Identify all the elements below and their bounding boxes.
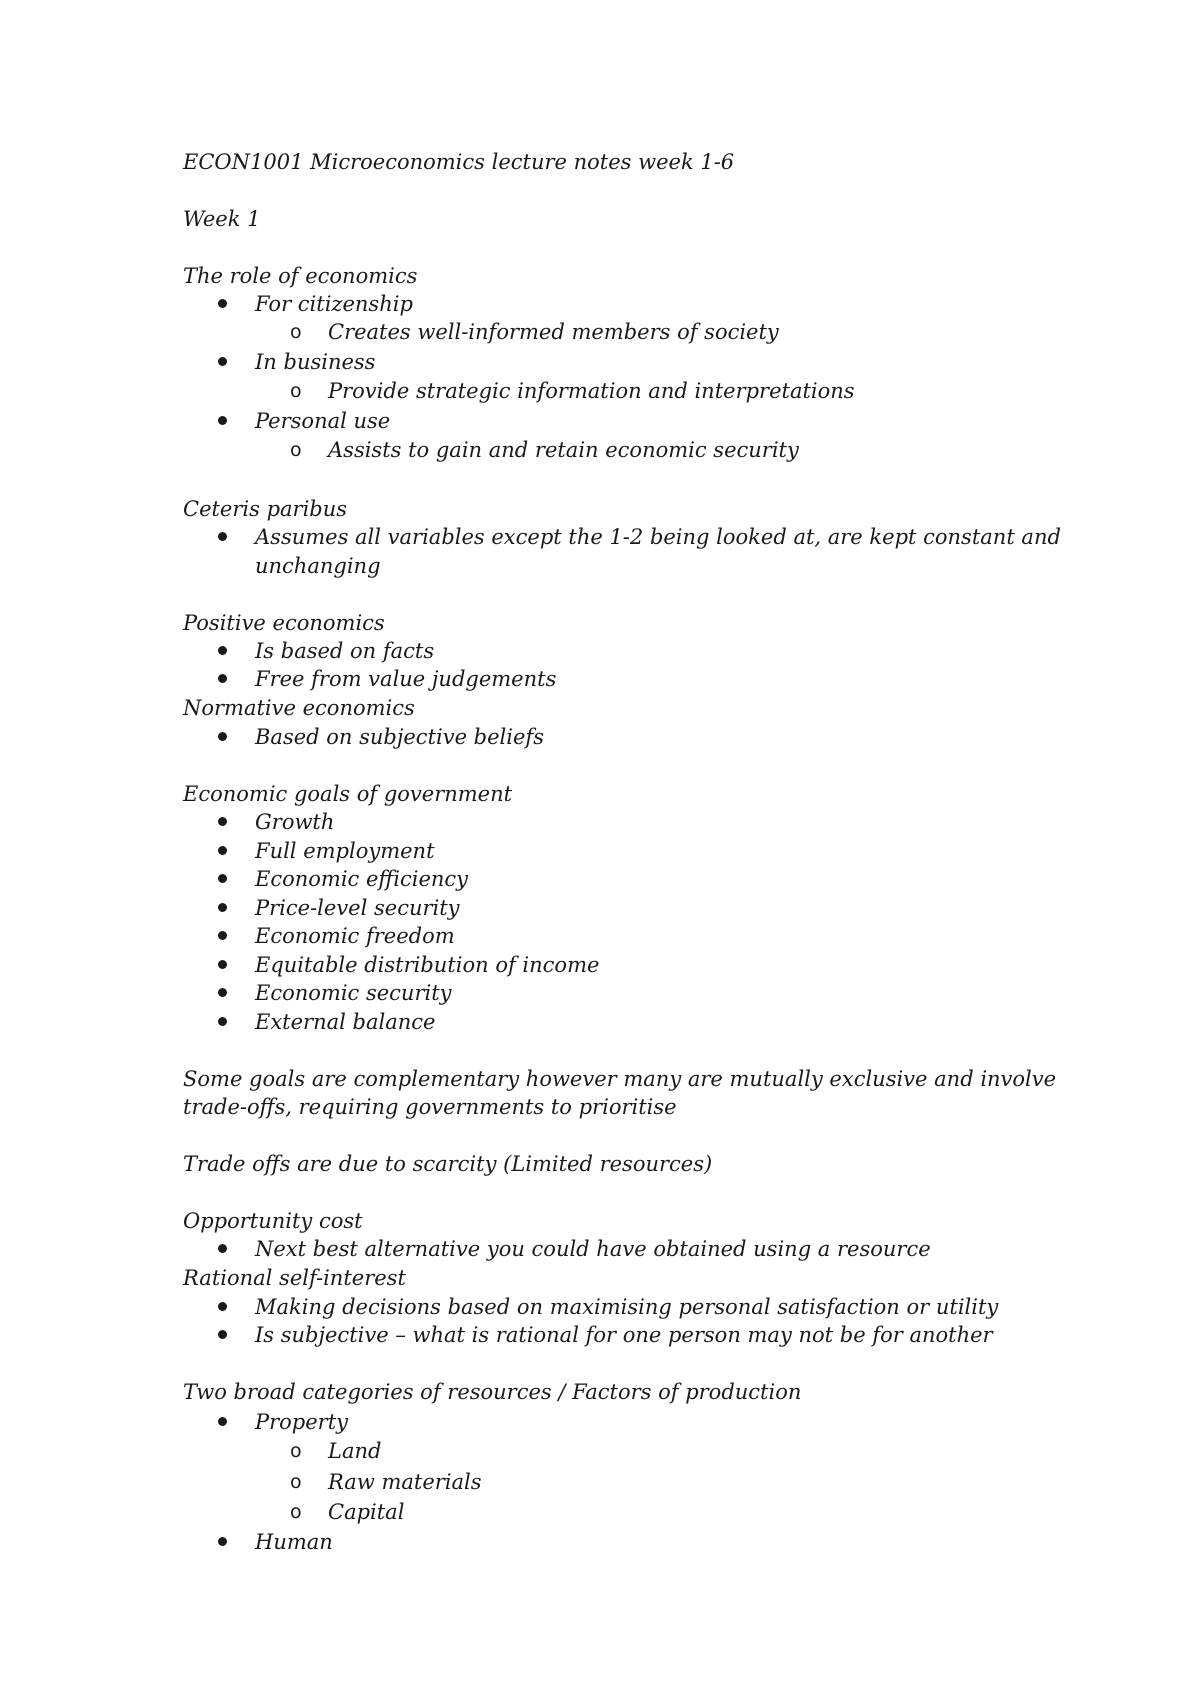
bullet-icon [218,416,227,425]
document-title: ECON1001 Microeconomics lecture notes week 1-6 [183,150,735,174]
section-heading: Normative economics [183,696,415,720]
week-heading: Week 1 [183,207,261,231]
bullet-icon [218,874,227,883]
section-heading: Rational self-interest [183,1266,406,1290]
list-item: For citizenship [255,292,413,316]
list-item: Making decisions based on maximising personal satisfaction or utility [255,1295,999,1319]
list-item: Growth [255,810,335,834]
list-item: Economic efficiency [255,867,469,891]
list-item: Based on subjective beliefs [255,725,544,749]
bullet-icon [218,931,227,940]
paragraph-line: trade-offs, requiring governments to prioritise [183,1095,677,1119]
sub-list-item: Capital [328,1500,405,1524]
bullet-icon [218,1302,227,1311]
bullet-icon [218,903,227,912]
list-item: Full employment [255,839,435,863]
list-item: Equitable distribution of income [255,953,600,977]
bullet-icon [218,357,227,366]
sub-list-item: Provide strategic information and interpretations [328,379,855,403]
section-heading: Opportunity cost [183,1209,363,1233]
section-heading: Ceteris paribus [183,497,348,521]
section-heading: Two broad categories of resources / Factors of production [183,1380,802,1404]
bullet-icon [218,1017,227,1026]
list-item: In business [255,350,376,374]
list-item: Is based on facts [255,639,435,663]
list-item-continuation: unchanging [255,554,381,578]
bullet-icon [218,532,227,541]
list-item: Price-level security [255,896,460,920]
section-heading: Positive economics [183,611,385,635]
list-item: Assumes all variables except the 1-2 being looked at, are kept constant and [255,525,1061,549]
list-item: Free from value judgements [255,667,557,691]
section-heading: The role of economics [183,264,418,288]
list-item: Human [255,1530,333,1554]
sub-list-item: Land [328,1439,382,1463]
sub-list-item: Raw materials [328,1470,482,1494]
bullet-icon [218,960,227,969]
sub-bullet-icon: o [290,1471,302,1493]
sub-bullet-icon: o [290,321,302,343]
bullet-icon [218,299,227,308]
bullet-icon [218,646,227,655]
list-item: Economic freedom [255,924,455,948]
bullet-icon [218,846,227,855]
bullet-icon [218,1244,227,1253]
sub-bullet-icon: o [290,380,302,402]
sub-list-item: Assists to gain and retain economic security [328,438,799,462]
bullet-icon [218,674,227,683]
section-heading: Economic goals of government [183,782,513,806]
list-item: Economic security [255,981,452,1005]
bullet-icon [218,1537,227,1546]
list-item: Personal use [255,409,391,433]
paragraph-line: Trade offs are due to scarcity (Limited resources) [183,1152,713,1176]
bullet-icon [218,988,227,997]
bullet-icon [218,817,227,826]
sub-bullet-icon: o [290,1440,302,1462]
sub-list-item: Creates well-informed members of society [328,320,779,344]
bullet-icon [218,732,227,741]
list-item: Property [255,1410,349,1434]
sub-bullet-icon: o [290,1501,302,1523]
list-item: External balance [255,1010,436,1034]
bullet-icon [218,1330,227,1339]
list-item: Is subjective – what is rational for one person may not be for another [255,1323,993,1347]
paragraph-line: Some goals are complementary however many are mutually exclusive and involve [183,1067,1057,1091]
list-item: Next best alternative you could have obtained using a resource [255,1237,931,1261]
bullet-icon [218,1417,227,1426]
sub-bullet-icon: o [290,439,302,461]
